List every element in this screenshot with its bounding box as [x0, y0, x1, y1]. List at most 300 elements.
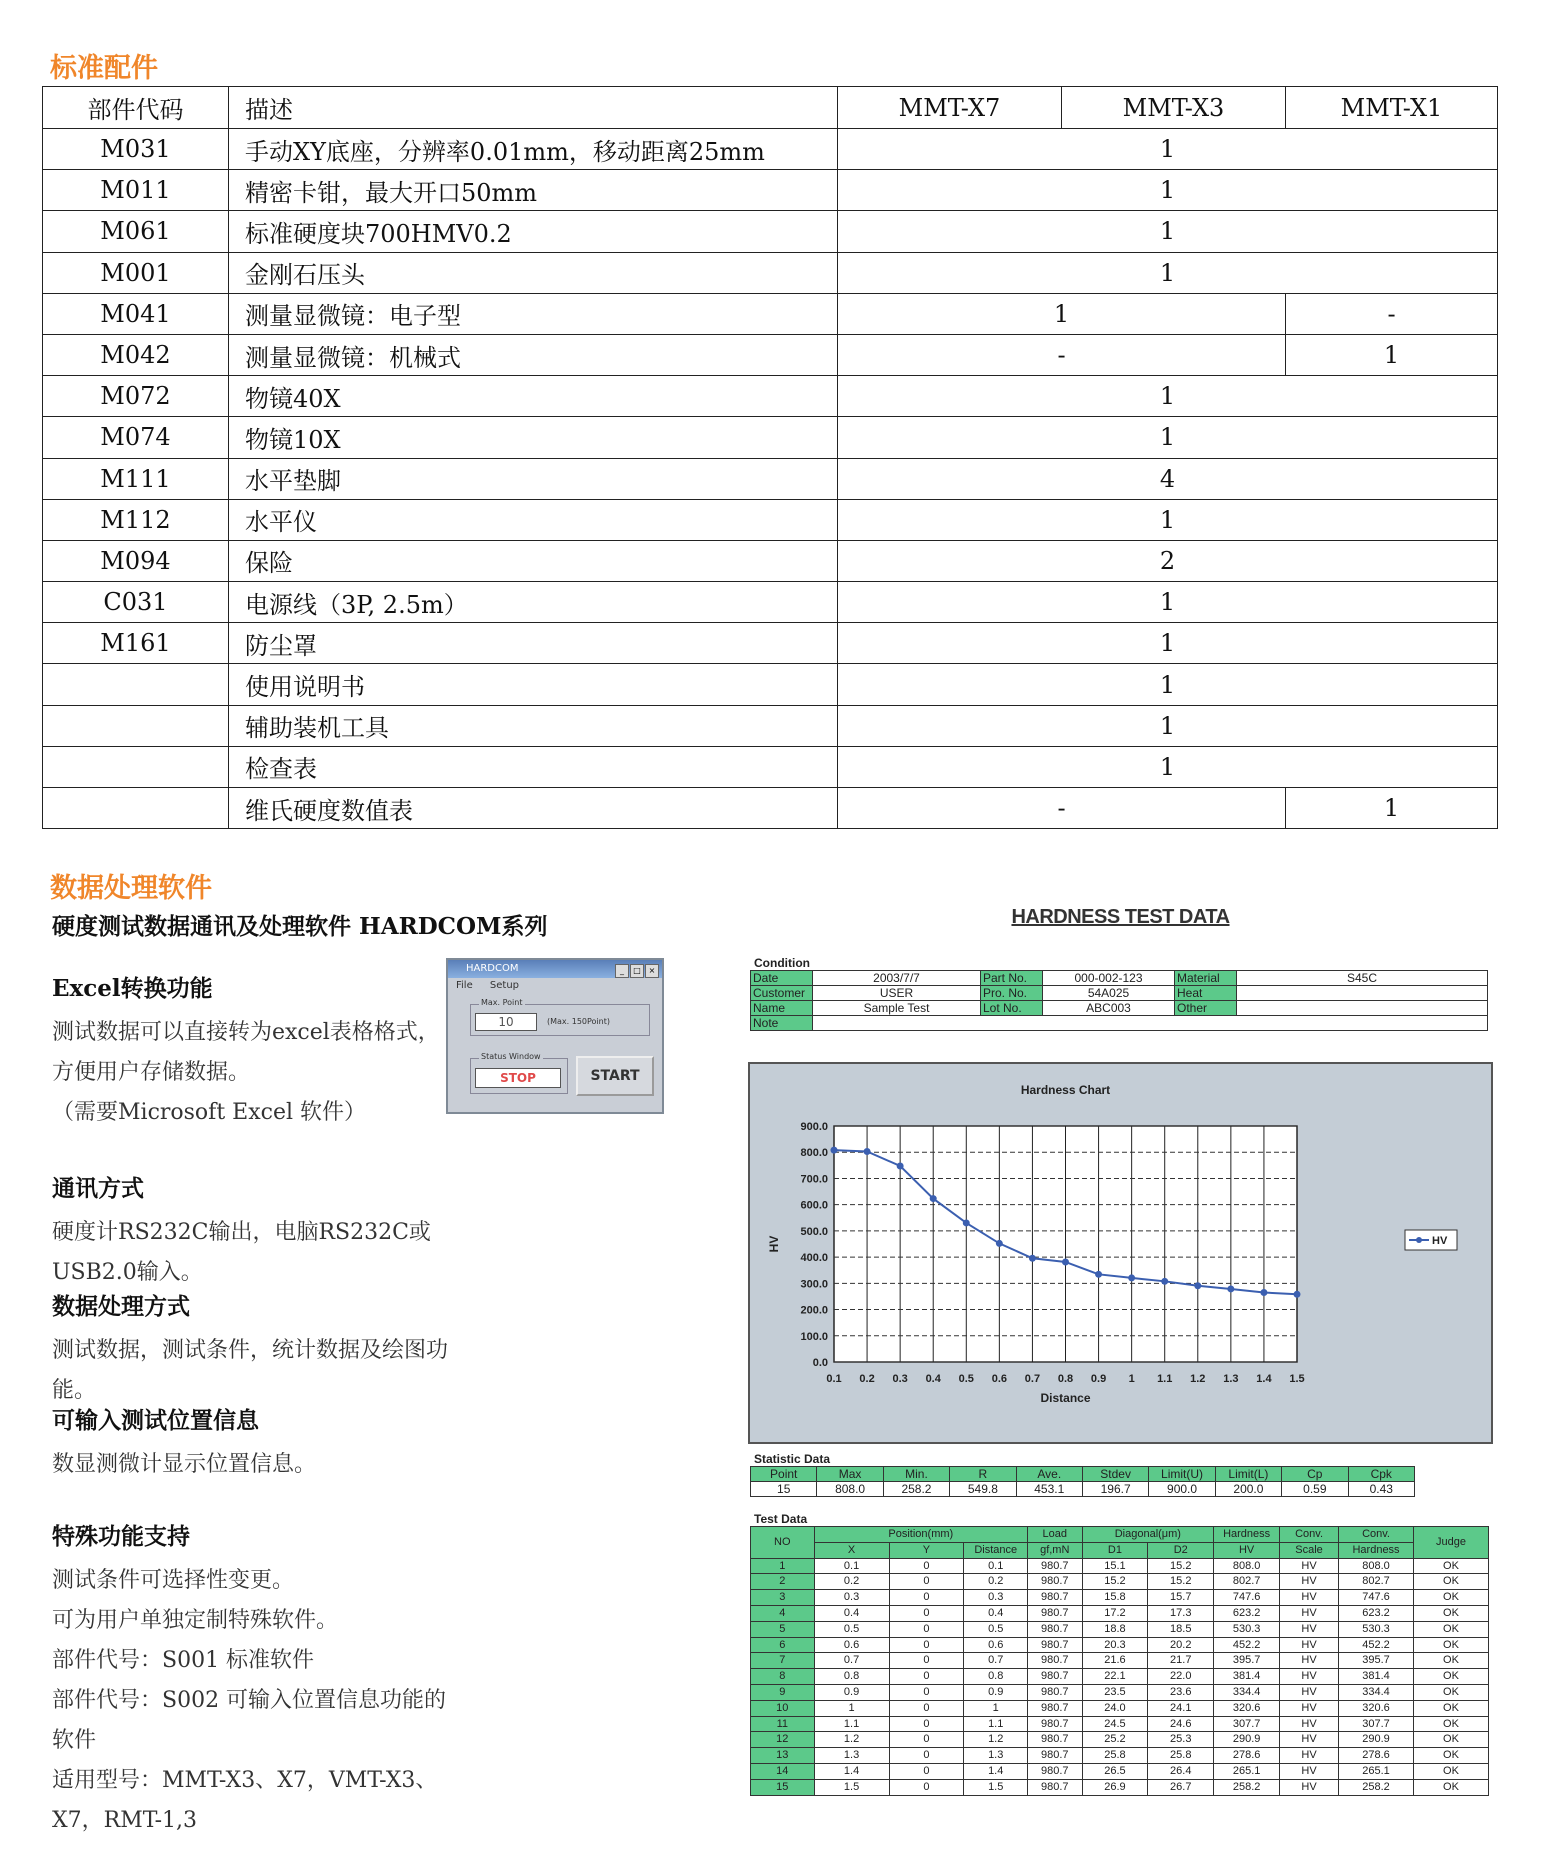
data-point — [930, 1195, 937, 1202]
test-cell: 0.7 — [964, 1653, 1028, 1669]
data-point — [864, 1148, 871, 1155]
test-cell: 15.1 — [1082, 1558, 1148, 1574]
condition-key: Lot No. — [981, 1001, 1043, 1016]
test-cell: 24.0 — [1082, 1700, 1148, 1716]
test-cell: 24.6 — [1148, 1716, 1214, 1732]
parts-row — [43, 623, 1498, 664]
x-axis-label: Distance — [1040, 1391, 1091, 1405]
feature-block — [52, 1288, 452, 1411]
test-cell: 278.6 — [1339, 1748, 1414, 1764]
x-tick-label: 1.3 — [1223, 1373, 1239, 1385]
part-description: 测量显微镜：电子型 — [229, 293, 838, 334]
x-tick-label: 0.1 — [826, 1373, 842, 1385]
test-cell: 808.0 — [1214, 1558, 1280, 1574]
condition-value — [1237, 1001, 1488, 1016]
test-subheader: D1 — [1082, 1542, 1148, 1558]
parts-row — [43, 293, 1498, 334]
test-cell: 0 — [889, 1574, 964, 1590]
condition-value: Sample Test — [813, 1001, 981, 1016]
parts-header-row — [43, 87, 1498, 129]
test-header: Position(mm) — [814, 1527, 1027, 1543]
test-row-number: 2 — [751, 1574, 815, 1590]
condition-key: Name — [751, 1001, 813, 1016]
test-subheader: Scale — [1280, 1542, 1339, 1558]
part-description: 水平仪 — [229, 499, 838, 540]
test-cell: 0 — [889, 1684, 964, 1700]
condition-key: Date — [751, 971, 813, 986]
condition-key: Part No. — [981, 971, 1043, 986]
test-cell: 1.1 — [964, 1716, 1028, 1732]
test-cell: 0 — [889, 1732, 964, 1748]
statistic-value: 15 — [751, 1482, 817, 1497]
test-cell: 26.5 — [1082, 1763, 1148, 1779]
test-cell: HV — [1280, 1605, 1339, 1621]
chart-svg — [750, 1064, 1491, 1442]
parts-row — [43, 252, 1498, 293]
test-cell: 23.6 — [1148, 1684, 1214, 1700]
y-tick-label: 600.0 — [800, 1199, 828, 1212]
part-quantity-x1: - — [1286, 293, 1498, 334]
part-code: M011 — [43, 170, 229, 211]
part-quantity-x1: 1 — [1286, 334, 1498, 375]
test-cell: OK — [1413, 1748, 1488, 1764]
condition-key: Pro. No. — [981, 986, 1043, 1001]
test-row-number: 3 — [751, 1590, 815, 1606]
test-cell: 290.9 — [1214, 1732, 1280, 1748]
part-description: 防尘罩 — [229, 623, 838, 664]
test-cell: OK — [1413, 1590, 1488, 1606]
test-cell: 623.2 — [1339, 1605, 1414, 1621]
part-code: M041 — [43, 293, 229, 334]
test-header: Judge — [1413, 1527, 1488, 1559]
test-cell: 17.2 — [1082, 1605, 1148, 1621]
test-cell: 0.4 — [814, 1605, 889, 1621]
test-cell: 21.6 — [1082, 1653, 1148, 1669]
test-cell: 802.7 — [1214, 1574, 1280, 1590]
max-point-hint: (Max. 150Point) — [547, 1017, 610, 1026]
test-cell: OK — [1413, 1669, 1488, 1685]
test-row-number: 9 — [751, 1684, 815, 1700]
statistic-value: 258.2 — [883, 1482, 949, 1497]
data-point — [963, 1219, 970, 1226]
report-title: HARDNESS TEST DATA — [1011, 906, 1230, 928]
test-cell: 0 — [889, 1621, 964, 1637]
max-point-input[interactable]: 10 — [475, 1013, 537, 1031]
test-cell: OK — [1413, 1574, 1488, 1590]
test-cell: OK — [1413, 1637, 1488, 1653]
data-point — [1260, 1289, 1267, 1296]
test-cell: 320.6 — [1214, 1700, 1280, 1716]
condition-value: 000-002-123 — [1043, 971, 1175, 986]
part-description: 检查表 — [229, 746, 838, 787]
test-cell: OK — [1413, 1605, 1488, 1621]
test-cell: HV — [1280, 1716, 1339, 1732]
maximize-icon[interactable]: □ — [630, 964, 644, 978]
dialog-titlebar — [448, 960, 662, 978]
test-cell: 0.5 — [814, 1621, 889, 1637]
part-description: 电源线（3P, 2.5m） — [229, 582, 838, 623]
test-cell: 623.2 — [1214, 1605, 1280, 1621]
data-point — [1062, 1258, 1069, 1265]
test-row — [751, 1558, 1489, 1574]
condition-value — [813, 1016, 1488, 1031]
part-description: 水平垫脚 — [229, 458, 838, 499]
x-tick-label: 0.6 — [991, 1373, 1008, 1385]
test-header-row — [751, 1527, 1489, 1543]
test-cell: 0 — [889, 1763, 964, 1779]
parts-row — [43, 417, 1498, 458]
test-row — [751, 1590, 1489, 1606]
parts-header-cell: MMT-X7 — [838, 87, 1062, 129]
test-row — [751, 1779, 1489, 1795]
feature-text: 测试条件可选择性变更。 — [52, 1568, 295, 1593]
feature-title: 数据处理方式 — [52, 1293, 190, 1320]
test-cell: 980.7 — [1028, 1590, 1082, 1606]
y-tick-label: 0.0 — [812, 1357, 828, 1369]
test-cell: 980.7 — [1028, 1558, 1082, 1574]
test-data-table — [750, 1526, 1489, 1796]
test-cell: 0 — [889, 1590, 964, 1606]
part-code: M042 — [43, 334, 229, 375]
parts-row — [43, 129, 1498, 170]
test-row — [751, 1637, 1489, 1653]
test-cell: HV — [1280, 1732, 1339, 1748]
statistic-label: Statistic Data — [754, 1452, 831, 1466]
test-cell: 1 — [964, 1700, 1028, 1716]
feature-text: 部件代号：S002 可输入位置信息功能的软件 — [52, 1688, 447, 1753]
part-description: 测量显微镜：机械式 — [229, 334, 838, 375]
test-cell: 15.2 — [1148, 1558, 1214, 1574]
test-header: Hardness — [1214, 1527, 1280, 1543]
part-quantity: 1 — [838, 582, 1498, 623]
parts-row — [43, 170, 1498, 211]
test-cell: 15.8 — [1082, 1590, 1148, 1606]
data-point — [897, 1162, 904, 1169]
test-row — [751, 1605, 1489, 1621]
feature-text: 适用型号：MMT-X3、X7，VMT-X3、X7，RMT-1,3 — [52, 1768, 438, 1833]
part-quantity-x7-x3: 1 — [838, 293, 1286, 334]
max-point-label: Max. Point — [481, 998, 523, 1007]
test-cell: HV — [1280, 1574, 1339, 1590]
feature-title: 可输入测试位置信息 — [52, 1407, 259, 1434]
test-cell: 381.4 — [1339, 1669, 1414, 1685]
test-subheader: Hardness — [1339, 1542, 1414, 1558]
part-quantity: 2 — [838, 540, 1498, 581]
section-title-parts: 标准配件 — [50, 53, 158, 84]
test-cell: 0 — [889, 1653, 964, 1669]
parts-header-cell: 描述 — [229, 87, 838, 129]
feature-block — [52, 1170, 452, 1293]
parts-row — [43, 664, 1498, 705]
x-tick-label: 0.5 — [958, 1373, 974, 1385]
condition-value: 2003/7/7 — [813, 971, 981, 986]
part-quantity: 1 — [838, 129, 1498, 170]
test-cell: 1.3 — [964, 1748, 1028, 1764]
x-tick-label: 1.2 — [1190, 1373, 1206, 1385]
part-description: 物镜10X — [229, 417, 838, 458]
statistic-value: 453.1 — [1016, 1482, 1082, 1497]
feature-text: 数显测微计显示位置信息。 — [52, 1452, 317, 1477]
test-cell: OK — [1413, 1700, 1488, 1716]
test-cell: HV — [1280, 1637, 1339, 1653]
test-row — [751, 1621, 1489, 1637]
test-cell: 1.2 — [814, 1732, 889, 1748]
part-quantity: 1 — [838, 499, 1498, 540]
condition-key: Other — [1175, 1001, 1237, 1016]
x-tick-label: 0.3 — [892, 1373, 908, 1385]
hardness-chart — [748, 1062, 1493, 1444]
test-cell: 26.7 — [1148, 1779, 1214, 1795]
part-code — [43, 705, 229, 746]
test-cell: 0.6 — [964, 1637, 1028, 1653]
software-subtitle: 硬度测试数据通讯及处理软件 HARDCOM系列 — [52, 913, 548, 940]
part-code: M161 — [43, 623, 229, 664]
test-cell: 1.4 — [964, 1763, 1028, 1779]
test-cell: OK — [1413, 1684, 1488, 1700]
test-cell: 22.1 — [1082, 1669, 1148, 1685]
data-point — [1227, 1285, 1234, 1292]
parts-header-cell: MMT-X3 — [1062, 87, 1286, 129]
statistic-table — [750, 1466, 1415, 1497]
test-cell: 25.8 — [1082, 1748, 1148, 1764]
feature-text: 测试数据，测试条件，统计数据及绘图功能。 — [52, 1338, 449, 1403]
test-subheader: D2 — [1148, 1542, 1214, 1558]
test-cell: 0.9 — [814, 1684, 889, 1700]
test-row-number: 13 — [751, 1748, 815, 1764]
test-row — [751, 1748, 1489, 1764]
data-point — [1294, 1291, 1301, 1298]
chart-title: Hardness Chart — [1020, 1083, 1111, 1097]
part-code: C031 — [43, 582, 229, 623]
parts-header-cell: MMT-X1 — [1286, 87, 1498, 129]
test-cell: 1.5 — [814, 1779, 889, 1795]
statistic-header-row — [751, 1467, 1415, 1482]
statistic-value: 900.0 — [1149, 1482, 1215, 1497]
start-button[interactable]: START — [576, 1056, 654, 1096]
test-row — [751, 1653, 1489, 1669]
part-description: 标准硬度块700HMV0.2 — [229, 211, 838, 252]
condition-row — [751, 986, 1488, 1001]
menu-file[interactable]: File — [456, 980, 473, 991]
test-cell: 21.7 — [1148, 1653, 1214, 1669]
part-quantity: 1 — [838, 664, 1498, 705]
x-tick-label: 1 — [1128, 1373, 1135, 1385]
test-cell: 0.8 — [814, 1669, 889, 1685]
test-cell: 1.4 — [814, 1763, 889, 1779]
test-cell: 980.7 — [1028, 1621, 1082, 1637]
test-cell: 0.7 — [814, 1653, 889, 1669]
test-cell: 980.7 — [1028, 1684, 1082, 1700]
test-cell: 980.7 — [1028, 1748, 1082, 1764]
test-cell: 25.8 — [1148, 1748, 1214, 1764]
test-data-label: Test Data — [754, 1512, 808, 1526]
test-cell: 452.2 — [1339, 1637, 1414, 1653]
condition-value: ABC003 — [1043, 1001, 1175, 1016]
test-cell: OK — [1413, 1732, 1488, 1748]
condition-label: Condition — [754, 956, 810, 970]
statistic-value: 0.43 — [1348, 1482, 1414, 1497]
feature-text: 可为用户单独定制特殊软件。 — [52, 1608, 339, 1633]
test-cell: OK — [1413, 1779, 1488, 1795]
test-cell: 980.7 — [1028, 1732, 1082, 1748]
test-cell: 395.7 — [1339, 1653, 1414, 1669]
part-quantity: 1 — [838, 376, 1498, 417]
test-cell: 15.7 — [1148, 1590, 1214, 1606]
test-cell: 0.4 — [964, 1605, 1028, 1621]
condition-row — [751, 1001, 1488, 1016]
minimize-icon[interactable]: _ — [615, 964, 629, 978]
close-icon[interactable]: × — [645, 964, 659, 978]
legend-marker — [1416, 1237, 1422, 1243]
part-code — [43, 788, 229, 829]
test-cell: 0 — [889, 1558, 964, 1574]
data-point — [1194, 1282, 1201, 1289]
part-description: 物镜40X — [229, 376, 838, 417]
part-code: M061 — [43, 211, 229, 252]
parts-header-cell: 部件代码 — [43, 87, 229, 129]
test-cell: 0 — [889, 1779, 964, 1795]
part-quantity-x7-x3: - — [838, 788, 1286, 829]
statistic-value: 0.59 — [1282, 1482, 1348, 1497]
statistic-value: 196.7 — [1082, 1482, 1148, 1497]
condition-key: Heat — [1175, 986, 1237, 1001]
test-cell: 26.9 — [1082, 1779, 1148, 1795]
test-row — [751, 1669, 1489, 1685]
test-cell: 265.1 — [1214, 1763, 1280, 1779]
test-cell: 1 — [814, 1700, 889, 1716]
part-code: M031 — [43, 129, 229, 170]
data-point — [996, 1240, 1003, 1247]
x-tick-label: 1.4 — [1256, 1373, 1272, 1385]
part-description: 使用说明书 — [229, 664, 838, 705]
test-cell: 0 — [889, 1716, 964, 1732]
test-cell: HV — [1280, 1590, 1339, 1606]
test-cell: 747.6 — [1339, 1590, 1414, 1606]
status-label: Status Window — [481, 1052, 541, 1061]
statistic-header: Ave. — [1016, 1467, 1082, 1482]
part-description: 保险 — [229, 540, 838, 581]
feature-block — [52, 1402, 452, 1485]
test-cell: 0 — [889, 1748, 964, 1764]
statistic-header: R — [950, 1467, 1016, 1482]
test-cell: 307.7 — [1339, 1716, 1414, 1732]
test-cell: 0.9 — [964, 1684, 1028, 1700]
test-cell: 530.3 — [1339, 1621, 1414, 1637]
test-row-number: 4 — [751, 1605, 815, 1621]
part-quantity: 1 — [838, 417, 1498, 458]
test-cell: 22.0 — [1148, 1669, 1214, 1685]
feature-block — [52, 1518, 452, 1841]
test-cell: OK — [1413, 1716, 1488, 1732]
test-cell: OK — [1413, 1558, 1488, 1574]
test-cell: 0 — [889, 1669, 964, 1685]
x-tick-label: 0.4 — [925, 1373, 941, 1385]
x-tick-label: 0.9 — [1090, 1373, 1107, 1385]
parts-row — [43, 705, 1498, 746]
test-cell: 395.7 — [1214, 1653, 1280, 1669]
test-header: NO — [751, 1527, 815, 1559]
test-cell: 24.1 — [1148, 1700, 1214, 1716]
test-row — [751, 1684, 1489, 1700]
condition-row — [751, 1016, 1488, 1031]
parts-row — [43, 582, 1498, 623]
x-tick-label: 0.2 — [859, 1373, 875, 1385]
statistic-header: Point — [751, 1467, 817, 1482]
condition-row — [751, 971, 1488, 986]
test-row-number: 5 — [751, 1621, 815, 1637]
part-code: M111 — [43, 458, 229, 499]
statistic-header: Stdev — [1082, 1467, 1148, 1482]
y-tick-label: 700.0 — [800, 1173, 828, 1186]
menu-setup[interactable]: Setup — [489, 980, 520, 991]
test-cell: HV — [1280, 1748, 1339, 1764]
part-quantity: 1 — [838, 252, 1498, 293]
test-subheader: HV — [1214, 1542, 1280, 1558]
test-cell: 307.7 — [1214, 1716, 1280, 1732]
parts-row — [43, 211, 1498, 252]
test-subheader: gf,mN — [1028, 1542, 1082, 1558]
feature-title: Excel转换功能 — [52, 975, 213, 1002]
test-cell: 1.3 — [814, 1748, 889, 1764]
test-row — [751, 1574, 1489, 1590]
test-cell: 452.2 — [1214, 1637, 1280, 1653]
test-cell: 980.7 — [1028, 1653, 1082, 1669]
statistic-header: Limit(U) — [1149, 1467, 1215, 1482]
legend-label: HV — [1432, 1235, 1448, 1247]
test-cell: 0 — [889, 1637, 964, 1653]
part-code: M112 — [43, 499, 229, 540]
test-cell: 290.9 — [1339, 1732, 1414, 1748]
part-description: 金刚石压头 — [229, 252, 838, 293]
test-cell: 808.0 — [1339, 1558, 1414, 1574]
test-header: Conv. — [1339, 1527, 1414, 1543]
y-tick-label: 400.0 — [800, 1252, 828, 1265]
test-row-number: 6 — [751, 1637, 815, 1653]
test-cell: 802.7 — [1339, 1574, 1414, 1590]
test-cell: 265.1 — [1339, 1763, 1414, 1779]
test-row-number: 14 — [751, 1763, 815, 1779]
part-quantity-x1: 1 — [1286, 788, 1498, 829]
parts-table — [42, 86, 1498, 829]
test-cell: HV — [1280, 1700, 1339, 1716]
part-quantity: 1 — [838, 211, 1498, 252]
feature-title: 通讯方式 — [52, 1175, 144, 1202]
parts-row — [43, 376, 1498, 417]
condition-value: S45C — [1237, 971, 1488, 986]
part-quantity: 1 — [838, 746, 1498, 787]
y-tick-label: 200.0 — [800, 1304, 828, 1317]
statistic-header: Limit(L) — [1215, 1467, 1281, 1482]
part-description: 手动XY底座，分辨率0.01mm，移动距离25mm — [229, 129, 838, 170]
test-cell: 0.6 — [814, 1637, 889, 1653]
condition-value: USER — [813, 986, 981, 1001]
statistic-value: 200.0 — [1215, 1482, 1281, 1497]
test-cell: 334.4 — [1214, 1684, 1280, 1700]
test-cell: 18.8 — [1082, 1621, 1148, 1637]
condition-value: 54A025 — [1043, 986, 1175, 1001]
test-row-number: 15 — [751, 1779, 815, 1795]
statistic-header: Min. — [883, 1467, 949, 1482]
part-quantity: 4 — [838, 458, 1498, 499]
test-cell: 980.7 — [1028, 1763, 1082, 1779]
test-row-number: 10 — [751, 1700, 815, 1716]
y-tick-label: 900.0 — [800, 1121, 828, 1133]
x-tick-label: 0.8 — [1057, 1373, 1074, 1385]
x-tick-label: 0.7 — [1024, 1373, 1041, 1385]
test-cell: HV — [1280, 1621, 1339, 1637]
test-cell: OK — [1413, 1621, 1488, 1637]
part-code — [43, 746, 229, 787]
